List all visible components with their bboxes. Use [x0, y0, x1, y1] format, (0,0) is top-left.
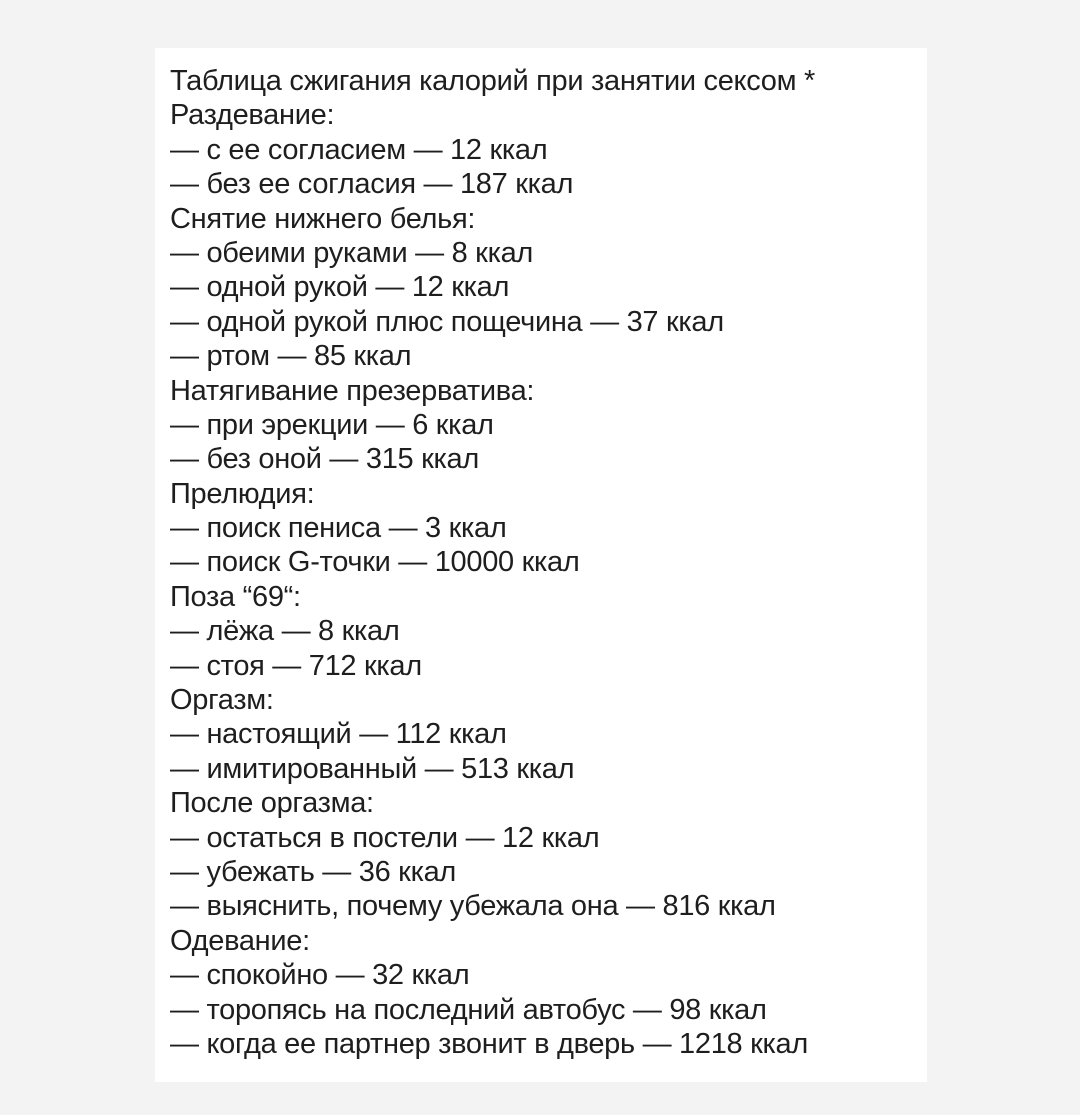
list-item: — при эрекции — 6 ккал	[170, 408, 494, 441]
list-item: — убежать — 36 ккал	[170, 855, 457, 888]
list-item: — спокойно — 32 ккал	[170, 959, 470, 992]
list-item: — ртом — 85 ккал	[170, 340, 412, 373]
section-heading: Прелюдия:	[170, 477, 315, 510]
list-item: — поиск G-точки — 10000 ккал	[170, 546, 580, 579]
list-item: — настоящий — 112 ккал	[170, 718, 507, 751]
list-item: — лёжа — 8 ккал	[170, 615, 400, 648]
list-item: — имитированный — 513 ккал	[170, 752, 575, 785]
list-item: — остаться в постели — 12 ккал	[170, 821, 600, 854]
section-heading: Раздевание:	[170, 99, 335, 132]
list-item: — выяснить, почему убежала она — 816 ккал	[170, 890, 776, 923]
list-item: — без ее согласия — 187 ккал	[170, 168, 574, 201]
list-item: — поиск пениса — 3 ккал	[170, 512, 507, 545]
list-item: — с ее согласием — 12 ккал	[170, 133, 548, 166]
list-item: — стоя — 712 ккал	[170, 649, 422, 682]
list-item: — одной рукой плюс пощечина — 37 ккал	[170, 305, 724, 338]
list-item: — обеими руками — 8 ккал	[170, 236, 534, 269]
list-item: — одной рукой — 12 ккал	[170, 271, 510, 304]
section-heading: После оргазма:	[170, 787, 374, 820]
section-heading: Одевание:	[170, 924, 310, 957]
list-item: — торопясь на последний автобус — 98 ккал	[170, 993, 767, 1026]
section-heading: Снятие нижнего белья:	[170, 202, 476, 235]
list-item: — без оной — 315 ккал	[170, 443, 479, 476]
document-text	[170, 64, 920, 1061]
list-item: — когда ее партнер звонит в дверь — 1218 ккал	[170, 1027, 808, 1060]
section-heading: Оргазм:	[170, 684, 274, 717]
section-heading: Поза “69“:	[170, 580, 301, 613]
section-heading: Натягивание презерватива:	[170, 374, 535, 407]
document-title: Таблица сжигания калорий при занятии сексом *	[170, 65, 815, 97]
